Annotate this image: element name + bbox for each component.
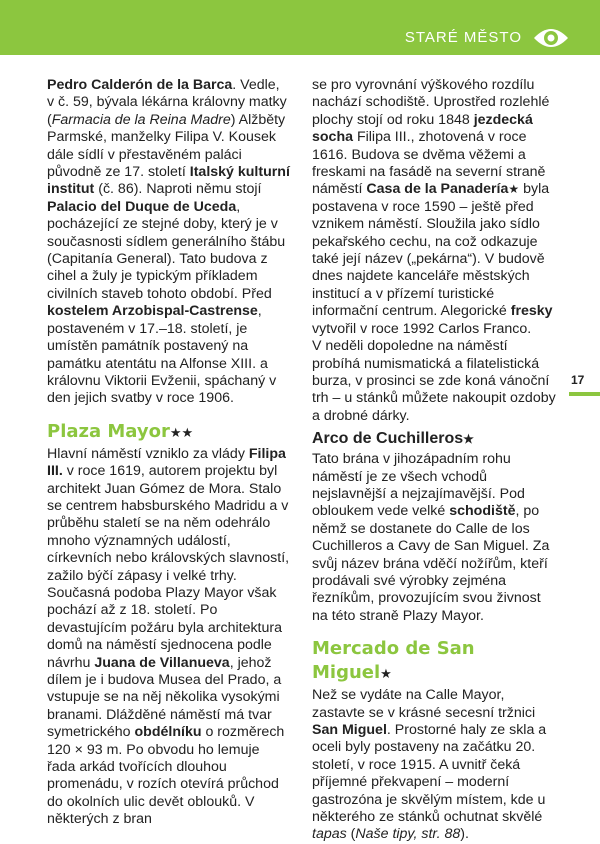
bold-term: Pedro Calderón de la Barca: [47, 77, 233, 93]
text-run: Filipa III., zhotovená v roce 1616. Budova se dvěma věžemi a freskami na fasádě na severní straně náměstí: [312, 129, 546, 198]
arco-paragraph: [312, 451, 556, 625]
text-run: . Vedle, v č. 59, bývala lékárna královny matky (: [47, 77, 287, 128]
header-bar: [0, 0, 600, 55]
text-run: (č. 86). Naproti němu stojí: [94, 181, 262, 198]
text-run: , po němž se dostanete do Calle de los Cuchilleros a Cavy de San Miguel. Za svůj název brána vděčí nožířům, kteří prodávali své výrobky zejména řezníkům, provozujícím svou živnost na této straně Plazy Mayor.: [312, 503, 550, 624]
bold-term: San Miguel: [312, 722, 387, 738]
text-run: (: [346, 826, 356, 843]
market-paragraph: V neděli dopoledne na náměstí probíhá numismatická a filatelistická burza, v prosinci se zde koná vánoční trh – u stánků můžete nakoupit ozdoby a drobné dárky.: [312, 338, 556, 424]
bold-term: Palacio del Duque de Uceda: [47, 198, 237, 215]
text-run: , jehož dílem je i budova Musea del Prado, a vstupuje se na něj několika vysokými branami. Dlážděné náměstí má tvar symetrického: [47, 654, 282, 741]
bold-term: Juana de Villanueva: [94, 654, 230, 671]
text-run: . Prostorné haly ze skla a oceli byly postaveny na začátku 20. století, v roce 1915. A uvnitř čeká příjemné překvapení – moderní gastrozóna je skvělým místem, kde u některého ze stánků ochutnat skvělé: [312, 722, 547, 826]
plaza-mayor-heading: [47, 420, 290, 446]
text-run: Než se vydáte na Calle Mayor, zastavte se v krásné secesní tržnici: [312, 687, 536, 721]
rating-stars: ★★: [169, 425, 194, 441]
bold-term: schodiště: [449, 503, 516, 520]
bold-term: kostelem Arzobispal-Castrense: [47, 303, 258, 320]
bold-term: Casa de la Panadería: [366, 181, 509, 198]
italic-term: tapas: [312, 826, 347, 843]
left-column: [47, 77, 290, 829]
bold-term: obdélníku: [134, 724, 202, 741]
intro-paragraph: [47, 77, 290, 408]
text-run: se pro vyrovnání výškového rozdílu nachází schodiště. Uprostřed rozlehlé plochy stojí od roku 1848: [312, 77, 550, 128]
mercado-paragraph: [312, 687, 556, 844]
text-run: ).: [460, 826, 469, 843]
right-column: [312, 77, 556, 844]
text-run: v roce 1619, autorem projektu byl architekt Juan Gómez de Mora. Stalo se centrem habsburského Madridu a v průběhu staletí se na něm odehrálo mnoho významných událostí, církevních nebo královských slavností, zažilo býčí zápasy i velké trhy. Současná podoba Plazy Mayor však pochází až z 18. století. Po devastujícím požáru byla architektura domů na náměstí sjednocena podle návrhu: [47, 463, 290, 671]
plaza-mayor-paragraph: [47, 446, 290, 829]
text-run: vytvořil v roce 1992 Carlos Franco.: [312, 320, 532, 337]
rating-stars: ★: [463, 432, 474, 447]
rating-stars: ★: [380, 667, 392, 683]
bold-term: jezdecká socha: [312, 111, 533, 146]
mercado-heading: [312, 637, 556, 687]
plaza-mayor-title: Plaza Mayor: [47, 420, 170, 442]
text-run: Hlavní náměstí vzniklo za vlády: [47, 445, 249, 462]
plaza-continued-paragraph: [312, 77, 556, 338]
arco-heading: [312, 429, 556, 449]
italic-term: Naše tipy, str. 88: [355, 826, 461, 843]
eye-icon: [532, 24, 570, 52]
text-run: , postaveném v 17.–18. století, je umístěn památník postavený na památku atentátu na Alfonse XIII. a královnu Viktorii Evženii, spáchaný v den jejich svatby v roce 1906.: [47, 303, 277, 407]
rating-star: ★: [508, 182, 520, 197]
section-title: STARÉ MĚSTO: [404, 29, 522, 46]
bold-term: fresky: [510, 303, 553, 320]
page-number: 17: [571, 373, 585, 387]
page-marker-line: [569, 392, 600, 396]
italic-term: Farmacia de la Reina Madre: [51, 111, 231, 128]
text-run: ) Alžběty Parmské, manželky Filipa V. Kousek dále sídlí v přestavěném paláci původně ze 17. století: [47, 111, 286, 181]
bold-term: Filipa III.: [47, 445, 286, 480]
bold-term: Italský kulturní institut: [47, 164, 290, 198]
text-run: Tato brána v jihozápadním rohu náměstí je ze všech vchodů nejslavnější a nejzajímavější. Pod obloukem vede velké: [312, 451, 525, 520]
text-run: , pocházející ze stejné doby, který je v současnosti sídlem generálního štábu (Capitanía General). Tato budova z cihel a žuly je typickým příkladem civilních staveb tohoto období. Před: [47, 198, 286, 302]
text-run: o rozměrech 120 × 93 m. Po obvodu ho lemuje řada arkád tvořících dlouhou promenádu, v rozích otevírá průchod do okolních ulic devět oblouků. V některých z bran: [47, 724, 285, 828]
text-run: byla postavena v roce 1590 – ještě před vznikem náměstí. Sloužila jako sídlo pekařského cechu, na což odkazuje také její název („pekárna“). V budově dnes najdete kanceláře městských institucí a v přízemí turistické informační centrum. Alegorické: [312, 181, 550, 320]
arco-title: Arco de Cuchilleros: [312, 430, 464, 448]
mercado-title: Mercado de San Miguel: [312, 638, 475, 684]
